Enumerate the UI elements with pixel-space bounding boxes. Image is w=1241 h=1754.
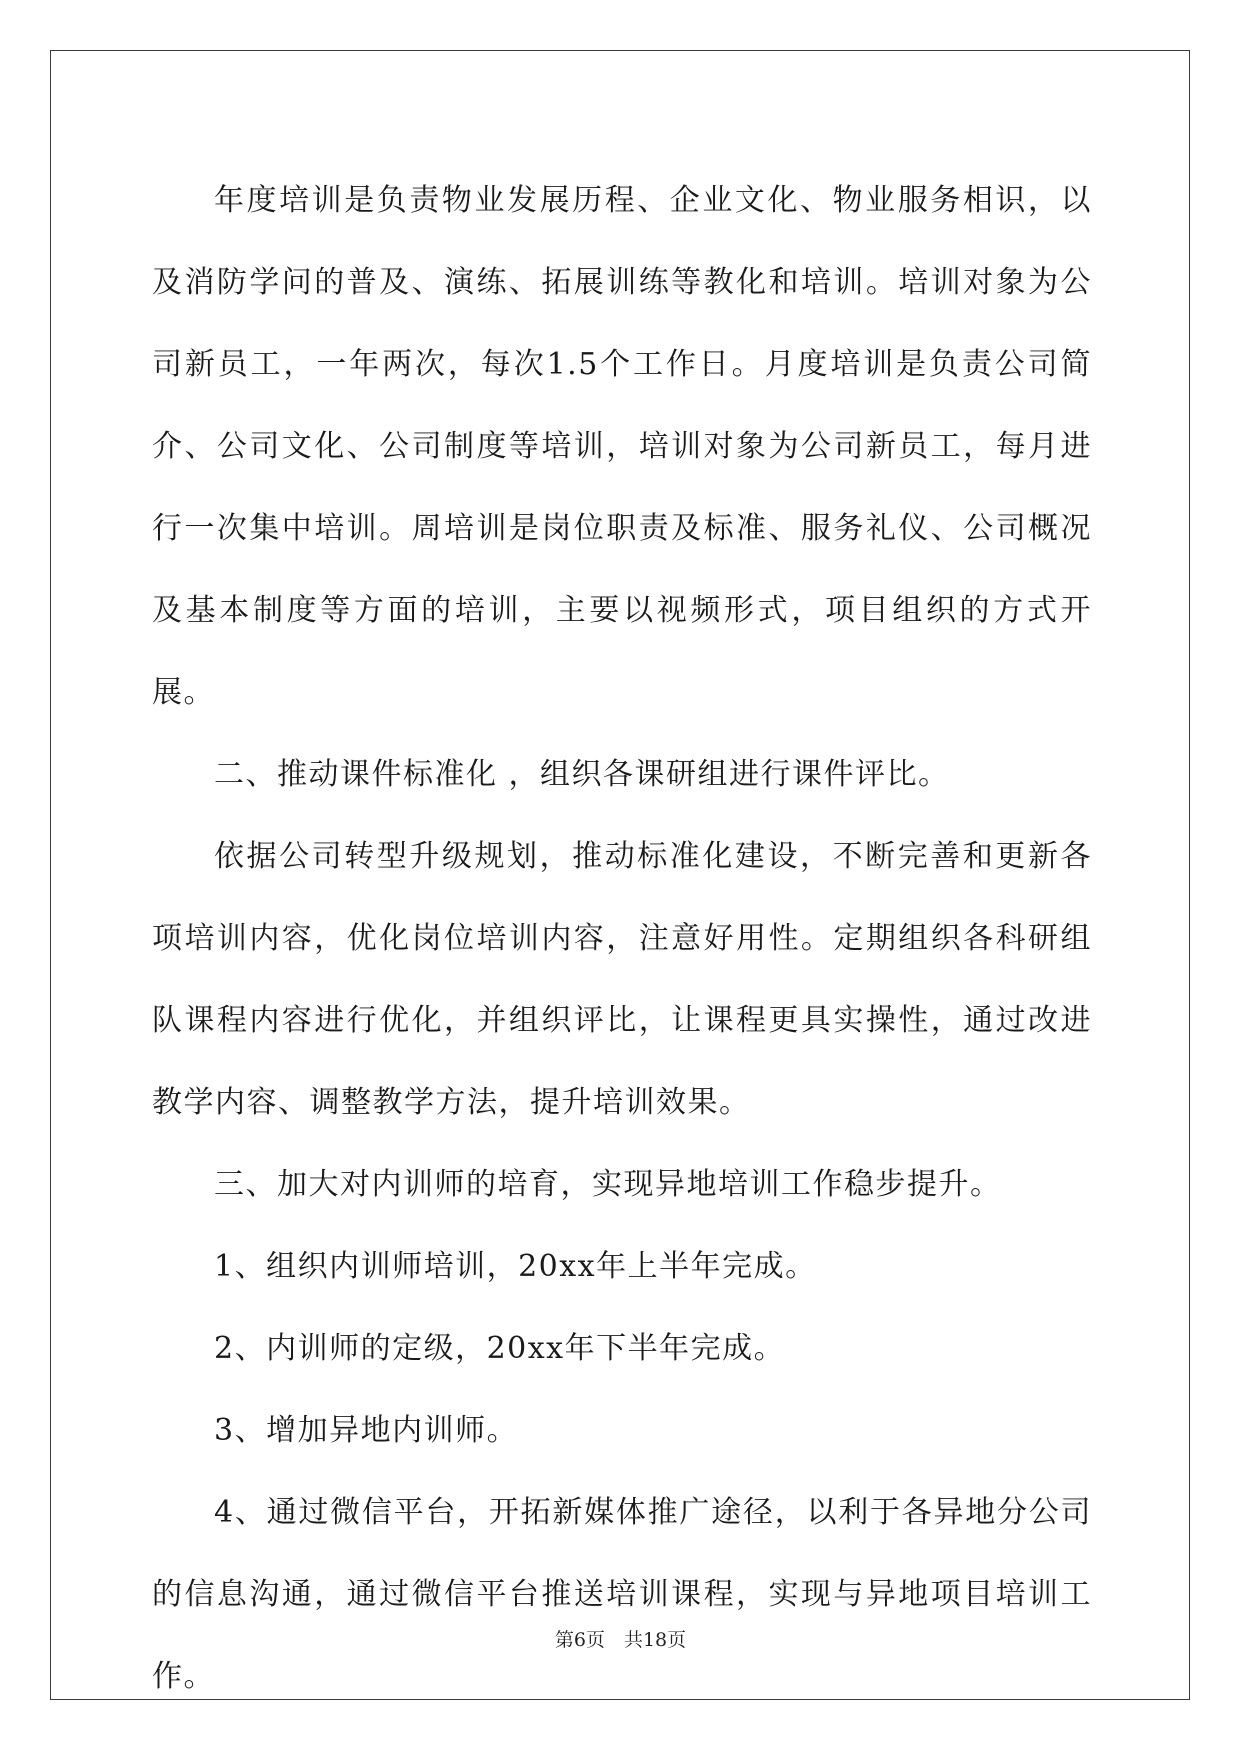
list-item-1: 1、组织内训师培训，20xx年上半年完成。 bbox=[214, 1249, 817, 1284]
heading-section-three: 三、加大对内训师的培育，实现异地培训工作稳步提升。 bbox=[214, 1167, 1002, 1202]
page-number-footer: 第6页 共18页 bbox=[554, 1629, 687, 1651]
list-item-3: 3、增加异地内训师。 bbox=[214, 1413, 519, 1448]
paragraph-training-overview: 年度培训是负责物业发展历程、企业文化、物业服务相识，以及消防学问的普及、演练、拓展训练等教化和培训。培训对象为公司新员工，一年两次，每次1.5个工作日。月度培训是负责公司简介、公司文化、公司制度等培训，培训对象为公司新员工，每月进行一次集中培训。周培训是岗位职责及标准、服务礼仪、公司概况及基本制度等方面的培训，主要以视频形式，项目组织的方式开展。 bbox=[152, 183, 1092, 710]
document-body bbox=[152, 160, 1092, 1718]
paragraph-standardization: 依据公司转型升级规划，推动标准化建设，不断完善和更新各项培训内容，优化岗位培训内容，注意好用性。定期组织各科研组队课程内容进行优化，并组织评比，让课程更具实操性，通过改进教学内容、调整教学方法，提升培训效果。 bbox=[152, 839, 1092, 1120]
heading-section-two: 二、推动课件标准化 ，组织各课研组进行课件评比。 bbox=[214, 757, 950, 792]
list-item-4: 4、通过微信平台，开拓新媒体推广途径，以利于各异地分公司的信息沟通，通过微信平台推送培训课程，实现与异地项目培训工作。 bbox=[152, 1495, 1092, 1694]
list-item-2: 2、内训师的定级，20xx年下半年完成。 bbox=[214, 1331, 786, 1366]
